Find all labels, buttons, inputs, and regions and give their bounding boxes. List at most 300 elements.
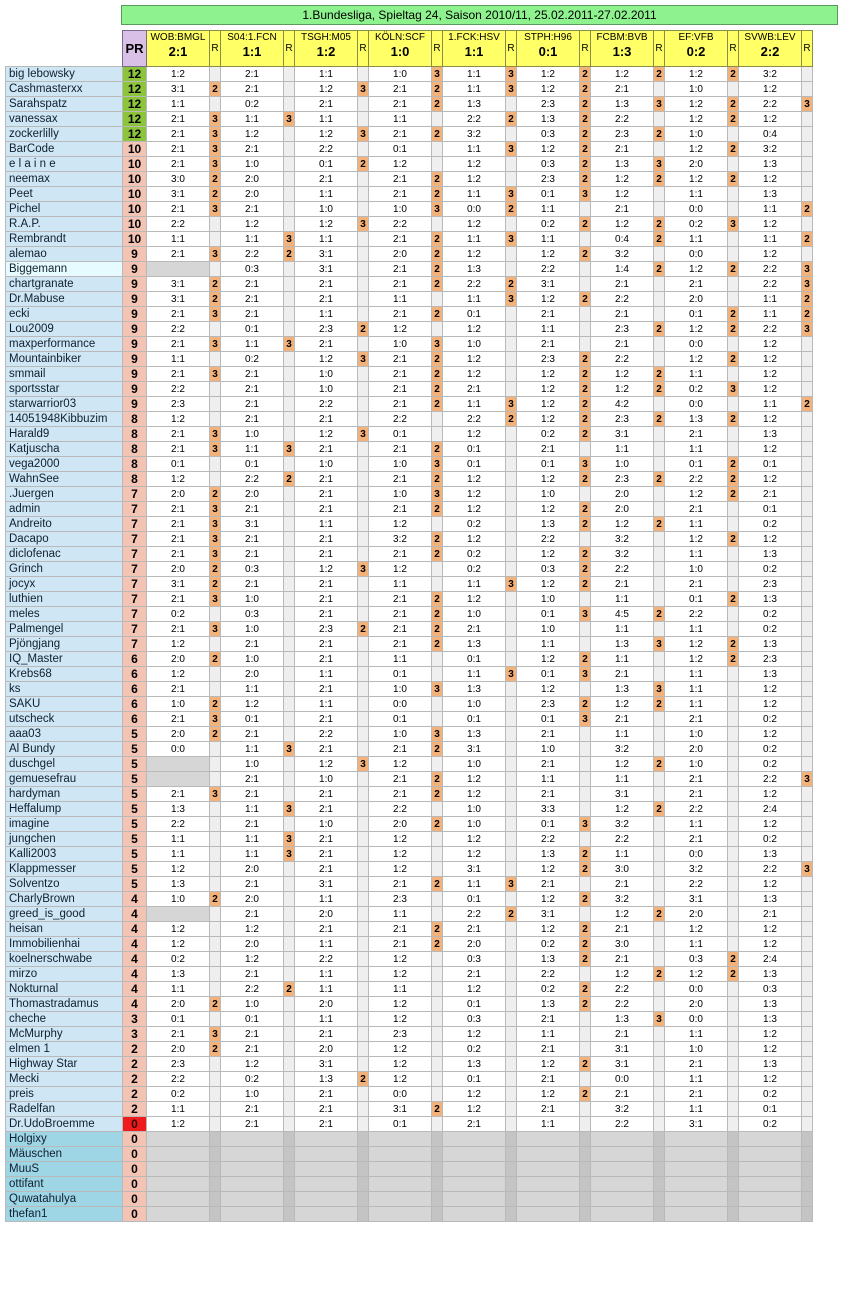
tip-cell: 2:1 [295, 1117, 358, 1132]
tip-cell [147, 907, 210, 922]
tip-cell: 2:1 [369, 442, 432, 457]
tip-cell: 1:0 [517, 742, 580, 757]
player-points: 8 [123, 472, 147, 487]
tip-cell: 2:1 [295, 712, 358, 727]
tip-cell: 1:2 [739, 352, 802, 367]
points-cell [506, 967, 517, 982]
tip-cell: 2:1 [221, 787, 284, 802]
table-row [6, 277, 813, 292]
player-name[interactable]: IQ_Master [6, 652, 123, 667]
pr-header[interactable]: PR [123, 31, 147, 67]
points-cell [506, 127, 517, 142]
tip-cell: 0:4 [591, 232, 654, 247]
player-name[interactable]: vanessax [6, 112, 123, 127]
player-name[interactable]: Sarahspatz [6, 97, 123, 112]
points-cell [728, 157, 739, 172]
tip-cell: 2:2 [295, 142, 358, 157]
player-name[interactable]: duschgel [6, 757, 123, 772]
points-cell [284, 592, 295, 607]
player-name[interactable]: chartgranate [6, 277, 123, 292]
player-name[interactable]: hardyman [6, 787, 123, 802]
tip-cell: 2:1 [591, 277, 654, 292]
tip-cell: 1:1 [221, 742, 284, 757]
tip-cell: 2:1 [295, 277, 358, 292]
tip-cell: 0:1 [369, 667, 432, 682]
player-name[interactable]: Nokturnal [6, 982, 123, 997]
player-name[interactable]: Andreito [6, 517, 123, 532]
player-name[interactable]: Cashmasterxx [6, 82, 123, 97]
tip-cell: 0:0 [665, 202, 728, 217]
player-name[interactable]: Mäuschen [6, 1147, 123, 1162]
tip-cell: 1:2 [739, 682, 802, 697]
points-cell [654, 1207, 665, 1222]
player-name[interactable]: admin [6, 502, 123, 517]
points-cell: 2 [358, 322, 369, 337]
tip-cell: 1:2 [665, 172, 728, 187]
tip-cell [665, 1207, 728, 1222]
points-cell [506, 772, 517, 787]
player-name[interactable]: Al Bundy [6, 742, 123, 757]
tip-cell: 1:2 [739, 922, 802, 937]
points-cell [210, 1162, 221, 1177]
player-name[interactable]: Dr.UdoBroemme [6, 1117, 123, 1132]
player-name[interactable]: R.A.P. [6, 217, 123, 232]
points-cell [506, 892, 517, 907]
tip-cell: 2:2 [221, 982, 284, 997]
match-header[interactable] [221, 31, 284, 67]
points-cell [654, 1177, 665, 1192]
points-cell: 2 [728, 472, 739, 487]
player-name[interactable]: luthien [6, 592, 123, 607]
player-name[interactable]: Solventzo [6, 877, 123, 892]
points-cell [580, 1177, 591, 1192]
points-cell [358, 697, 369, 712]
points-cell [358, 247, 369, 262]
tip-cell: 1:1 [295, 937, 358, 952]
player-points: 0 [123, 1162, 147, 1177]
tip-cell: 2:0 [295, 907, 358, 922]
tip-cell: 0:1 [443, 1072, 506, 1087]
tip-cell: 2:0 [147, 1042, 210, 1057]
player-name[interactable]: Katjuscha [6, 442, 123, 457]
player-name[interactable]: Grinch [6, 562, 123, 577]
tip-cell [739, 1177, 802, 1192]
tip-cell: 1:2 [591, 907, 654, 922]
player-name[interactable]: gemuesefrau [6, 772, 123, 787]
table-row [6, 382, 813, 397]
player-name[interactable]: Krebs68 [6, 667, 123, 682]
points-cell [358, 937, 369, 952]
points-cell [802, 1087, 813, 1102]
player-points: 10 [123, 142, 147, 157]
points-cell [728, 517, 739, 532]
points-cell [358, 292, 369, 307]
points-cell: 2 [580, 502, 591, 517]
match-header[interactable] [517, 31, 580, 67]
tip-cell: 2:1 [591, 667, 654, 682]
player-name[interactable]: Quwatahulya [6, 1192, 123, 1207]
points-cell: 3 [580, 607, 591, 622]
player-name[interactable]: greed_is_good [6, 907, 123, 922]
player-name[interactable]: maxperformance [6, 337, 123, 352]
points-cell: 2 [210, 1042, 221, 1057]
points-cell [210, 937, 221, 952]
player-name[interactable]: jocyx [6, 577, 123, 592]
tip-cell: 1:0 [591, 457, 654, 472]
tip-cell: 1:2 [221, 217, 284, 232]
table-row [6, 562, 813, 577]
tip-cell: 2:1 [295, 1087, 358, 1102]
points-cell [432, 577, 443, 592]
player-name[interactable]: aaa03 [6, 727, 123, 742]
player-name[interactable]: elmen 1 [6, 1042, 123, 1057]
points-cell: 2 [432, 607, 443, 622]
player-name[interactable]: Klappmesser [6, 862, 123, 877]
tip-cell: 2:1 [369, 472, 432, 487]
player-name[interactable]: Rembrandt [6, 232, 123, 247]
player-name[interactable]: smmail [6, 367, 123, 382]
points-cell: 2 [580, 97, 591, 112]
points-cell: 2 [580, 217, 591, 232]
match-header[interactable] [369, 31, 432, 67]
player-name[interactable]: Immobilienhai [6, 937, 123, 952]
player-name[interactable]: Kalli2003 [6, 847, 123, 862]
tip-cell: 2:1 [591, 82, 654, 97]
player-name[interactable]: thefan1 [6, 1207, 123, 1222]
points-cell [358, 1117, 369, 1132]
points-cell [802, 817, 813, 832]
tip-cell: 2:1 [295, 532, 358, 547]
player-name[interactable]: Dr.Mabuse [6, 292, 123, 307]
table-row [6, 517, 813, 532]
tip-cell [517, 1132, 580, 1147]
player-name[interactable]: Mountainbiker [6, 352, 123, 367]
tip-cell: 2:0 [221, 187, 284, 202]
tip-cell: 0:1 [221, 712, 284, 727]
points-cell [802, 1162, 813, 1177]
player-name[interactable]: zockerlilly [6, 127, 123, 142]
match-result: 1:3 [612, 44, 632, 59]
tip-cell: 1:3 [517, 952, 580, 967]
points-cell: 2 [580, 1087, 591, 1102]
points-cell [728, 757, 739, 772]
tip-cell: 1:3 [739, 667, 802, 682]
tip-cell: 1:2 [443, 592, 506, 607]
match-header[interactable] [147, 31, 210, 67]
points-cell [284, 487, 295, 502]
tip-cell: 1:2 [517, 652, 580, 667]
player-name[interactable]: WahnSee [6, 472, 123, 487]
tip-cell [739, 1147, 802, 1162]
points-cell [432, 982, 443, 997]
player-name[interactable]: ks [6, 682, 123, 697]
points-cell [284, 997, 295, 1012]
tip-cell: 1:0 [443, 697, 506, 712]
tip-cell [295, 1147, 358, 1162]
player-name[interactable]: Biggemann [6, 262, 123, 277]
points-cell: 2 [802, 202, 813, 217]
tip-cell: 1:2 [369, 517, 432, 532]
tip-cell [295, 1162, 358, 1177]
tip-cell: 1:2 [443, 157, 506, 172]
player-name[interactable]: Mecki [6, 1072, 123, 1087]
points-cell: 2 [580, 862, 591, 877]
player-name[interactable]: ottifant [6, 1177, 123, 1192]
points-cell [506, 1192, 517, 1207]
tip-cell: 2:1 [295, 847, 358, 862]
points-cell [654, 142, 665, 157]
tip-cell: 1:2 [369, 562, 432, 577]
player-name[interactable]: neemax [6, 172, 123, 187]
points-cell: 2 [432, 502, 443, 517]
points-cell [728, 742, 739, 757]
points-cell [728, 922, 739, 937]
player-name[interactable]: utscheck [6, 712, 123, 727]
tip-cell: 1:2 [517, 292, 580, 307]
points-cell [358, 1147, 369, 1162]
tip-cell: 1:3 [739, 1012, 802, 1027]
player-name[interactable]: BarCode [6, 142, 123, 157]
tip-cell: 1:2 [443, 247, 506, 262]
player-name[interactable]: Pichel [6, 202, 123, 217]
match-header[interactable] [591, 31, 654, 67]
tip-cell: 1:2 [739, 787, 802, 802]
table-row [6, 82, 813, 97]
tip-cell: 1:2 [147, 922, 210, 937]
tip-cell: 2:1 [295, 862, 358, 877]
player-name[interactable]: ecki [6, 307, 123, 322]
points-cell: 2 [432, 307, 443, 322]
points-cell [210, 832, 221, 847]
points-cell [802, 982, 813, 997]
points-cell [654, 1072, 665, 1087]
points-cell: 3 [432, 727, 443, 742]
points-cell: 3 [432, 682, 443, 697]
points-cell [506, 787, 517, 802]
tip-cell: 2:0 [665, 742, 728, 757]
points-cell: 3 [358, 82, 369, 97]
points-cell [210, 907, 221, 922]
tip-cell: 0:2 [517, 217, 580, 232]
points-cell: 2 [580, 577, 591, 592]
player-name[interactable]: .Juergen [6, 487, 123, 502]
points-cell [728, 1147, 739, 1162]
tip-cell: 1:3 [517, 517, 580, 532]
points-cell [506, 562, 517, 577]
match-header[interactable] [443, 31, 506, 67]
table-row [6, 127, 813, 142]
tip-cell: 1:2 [517, 367, 580, 382]
player-name[interactable]: sportsstar [6, 382, 123, 397]
match-header[interactable] [665, 31, 728, 67]
player-name[interactable]: starwarrior03 [6, 397, 123, 412]
player-name[interactable]: Dacapo [6, 532, 123, 547]
points-cell [210, 877, 221, 892]
tip-cell: 0:0 [369, 1087, 432, 1102]
table-row [6, 532, 813, 547]
points-cell: 2 [580, 547, 591, 562]
tip-cell: 1:2 [147, 472, 210, 487]
points-cell [802, 457, 813, 472]
player-name[interactable]: diclofenac [6, 547, 123, 562]
tip-cell: 3:2 [739, 67, 802, 82]
player-name[interactable]: e l a i n e [6, 157, 123, 172]
points-cell: 2 [802, 292, 813, 307]
points-cell: 3 [284, 832, 295, 847]
match-header[interactable] [739, 31, 802, 67]
player-points: 12 [123, 127, 147, 142]
player-name[interactable]: Holgixy [6, 1132, 123, 1147]
points-cell [358, 397, 369, 412]
player-name[interactable]: koelnerschwabe [6, 952, 123, 967]
points-cell [580, 277, 591, 292]
player-name[interactable]: preis [6, 1087, 123, 1102]
tip-cell: 1:0 [369, 67, 432, 82]
table-row [6, 1087, 813, 1102]
points-cell [358, 862, 369, 877]
player-name[interactable]: vega2000 [6, 457, 123, 472]
tip-cell [591, 1147, 654, 1162]
points-cell: 3 [654, 1012, 665, 1027]
tip-cell: 1:2 [443, 322, 506, 337]
points-cell [506, 592, 517, 607]
tip-cell: 2:4 [739, 952, 802, 967]
points-cell [580, 1117, 591, 1132]
tip-cell: 1:3 [517, 112, 580, 127]
tip-cell: 3:1 [147, 292, 210, 307]
tip-cell: 1:2 [369, 862, 432, 877]
player-name[interactable]: SAKU [6, 697, 123, 712]
tip-cell: 2:1 [147, 517, 210, 532]
tip-cell: 0:3 [221, 562, 284, 577]
tip-cell: 2:1 [369, 367, 432, 382]
points-cell [580, 1192, 591, 1207]
tip-cell [591, 1207, 654, 1222]
player-points: 9 [123, 292, 147, 307]
player-name[interactable]: MuuS [6, 1162, 123, 1177]
table-row [6, 802, 813, 817]
player-name[interactable]: Pjöngjang [6, 637, 123, 652]
player-name[interactable]: Harald9 [6, 427, 123, 442]
points-cell [432, 1162, 443, 1177]
table-row [6, 997, 813, 1012]
tip-cell: 1:2 [443, 427, 506, 442]
points-cell: 3 [802, 262, 813, 277]
points-cell: 3 [506, 67, 517, 82]
tip-cell: 1:2 [517, 502, 580, 517]
points-cell [210, 742, 221, 757]
player-name[interactable]: cheche [6, 1012, 123, 1027]
points-cell [580, 637, 591, 652]
player-name[interactable]: Highway Star [6, 1057, 123, 1072]
player-name[interactable]: heisan [6, 922, 123, 937]
points-cell [358, 787, 369, 802]
match-header[interactable] [295, 31, 358, 67]
tip-cell: 1:1 [295, 187, 358, 202]
points-cell: 3 [210, 712, 221, 727]
points-cell [506, 337, 517, 352]
tip-cell: 2:2 [739, 322, 802, 337]
tip-cell [369, 1162, 432, 1177]
player-name[interactable]: big lebowsky [6, 67, 123, 82]
points-cell [506, 622, 517, 637]
match-result: 1:2 [316, 44, 336, 59]
tip-cell: 1:1 [665, 1102, 728, 1117]
player-points: 5 [123, 832, 147, 847]
tip-cell: 2:1 [369, 622, 432, 637]
player-name[interactable]: jungchen [6, 832, 123, 847]
player-name[interactable]: Radelfan [6, 1102, 123, 1117]
tip-cell: 1:2 [295, 352, 358, 367]
tip-cell: 1:3 [591, 97, 654, 112]
tip-cell: 1:2 [517, 82, 580, 97]
points-cell: 2 [432, 262, 443, 277]
tip-cell: 2:2 [591, 832, 654, 847]
points-cell [284, 412, 295, 427]
tip-cell [147, 1162, 210, 1177]
tip-cell: 1:3 [443, 637, 506, 652]
player-name[interactable]: Lou2009 [6, 322, 123, 337]
table-row [6, 187, 813, 202]
table-row [6, 112, 813, 127]
tip-cell: 2:1 [591, 577, 654, 592]
player-name[interactable]: Palmengel [6, 622, 123, 637]
points-cell [210, 397, 221, 412]
points-cell [728, 787, 739, 802]
points-cell [432, 322, 443, 337]
tip-cell [147, 1147, 210, 1162]
tip-cell: 2:0 [665, 907, 728, 922]
player-name[interactable]: 14051948Kibbuzim [6, 412, 123, 427]
tip-cell: 1:0 [221, 757, 284, 772]
points-cell: 2 [580, 112, 591, 127]
player-points: 7 [123, 517, 147, 532]
points-cell [432, 847, 443, 862]
player-name[interactable]: meles [6, 607, 123, 622]
points-cell [580, 322, 591, 337]
player-name[interactable]: Heffalump [6, 802, 123, 817]
player-name[interactable]: alemao [6, 247, 123, 262]
points-cell [580, 307, 591, 322]
tip-cell: 1:2 [591, 187, 654, 202]
player-name[interactable]: Peet [6, 187, 123, 202]
tip-cell: 1:2 [739, 532, 802, 547]
points-cell: 2 [728, 112, 739, 127]
table-row [6, 442, 813, 457]
player-name[interactable]: mirzo [6, 967, 123, 982]
points-cell [358, 1207, 369, 1222]
points-cell [210, 352, 221, 367]
tip-cell: 1:3 [517, 847, 580, 862]
player-points: 0 [123, 1117, 147, 1132]
points-cell [358, 472, 369, 487]
table-row [6, 952, 813, 967]
tip-cell: 1:3 [739, 637, 802, 652]
tip-cell: 1:2 [591, 967, 654, 982]
player-name[interactable]: McMurphy [6, 1027, 123, 1042]
points-cell [358, 967, 369, 982]
player-name[interactable]: Thomastradamus [6, 997, 123, 1012]
points-cell [728, 1102, 739, 1117]
points-cell [432, 712, 443, 727]
points-cell: 3 [802, 97, 813, 112]
player-name[interactable]: imagine [6, 817, 123, 832]
player-name[interactable]: CharlyBrown [6, 892, 123, 907]
table-row [6, 922, 813, 937]
points-cell: 3 [284, 847, 295, 862]
tip-cell: 1:1 [221, 802, 284, 817]
points-cell [802, 697, 813, 712]
